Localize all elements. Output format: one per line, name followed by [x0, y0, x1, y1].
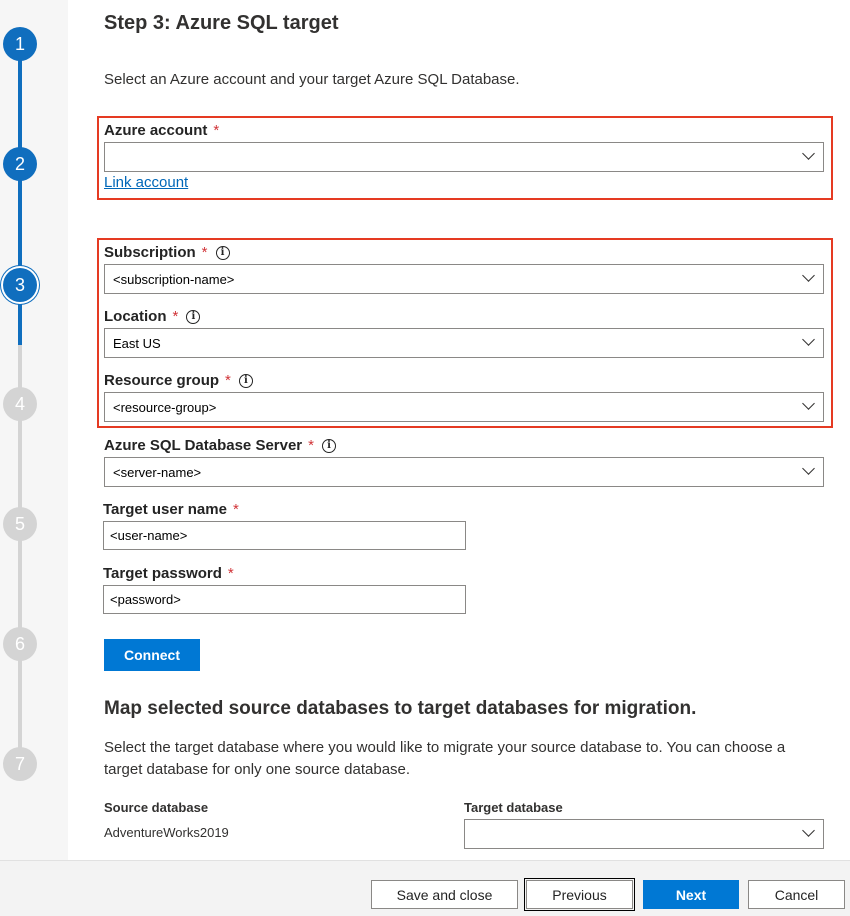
mapping-title: Map selected source databases to target databases for migration. — [104, 698, 697, 719]
link-account-link[interactable]: Link account — [104, 174, 189, 191]
page-description: Select an Azure account and your target Azure SQL Database. — [104, 71, 520, 88]
mapping-description-line2: target database for only one source database. — [104, 761, 411, 778]
save-and-close-button[interactable]: Save and close — [371, 880, 518, 909]
step-3[interactable]: 3 — [3, 268, 37, 302]
page-title: Step 3: Azure SQL target — [104, 12, 339, 34]
chevron-down-icon — [802, 824, 815, 837]
info-icon[interactable]: i — [322, 439, 336, 453]
wizard-footer — [0, 860, 850, 916]
step-1[interactable]: 1 — [3, 27, 37, 61]
server-label: Azure SQL Database Server * i — [104, 437, 336, 454]
previous-button[interactable]: Previous — [526, 880, 633, 909]
info-icon[interactable]: i — [239, 374, 253, 388]
chevron-down-icon — [802, 462, 815, 475]
info-icon[interactable]: i — [216, 246, 230, 260]
server-dropdown[interactable]: <server-name> — [104, 457, 824, 487]
next-button[interactable]: Next — [643, 880, 739, 909]
azure-account-label: Azure account * — [104, 122, 220, 139]
user-name-label: Target user name * — [103, 501, 239, 518]
target-database-dropdown[interactable] — [464, 819, 824, 849]
cancel-button[interactable]: Cancel — [748, 880, 845, 909]
highlight-box-account — [97, 116, 833, 200]
target-database-header: Target database — [464, 800, 563, 815]
subscription-label: Subscription * i — [104, 244, 230, 261]
wizard-stepper — [0, 0, 68, 860]
highlight-box-subscription-group — [97, 238, 833, 428]
step-2[interactable]: 2 — [3, 147, 37, 181]
step-4: 4 — [3, 387, 37, 421]
step-5: 5 — [3, 507, 37, 541]
step-6: 6 — [3, 627, 37, 661]
source-database-header: Source database — [104, 800, 209, 815]
subscription-dropdown[interactable]: <subscription-name> — [104, 264, 824, 294]
password-input[interactable]: <password> — [103, 585, 466, 614]
resource-group-dropdown[interactable]: <resource-group> — [104, 392, 824, 422]
resource-group-label: Resource group * i — [104, 372, 253, 389]
location-label: Location * i — [104, 308, 200, 325]
password-label: Target password * — [103, 565, 234, 582]
step-7: 7 — [3, 747, 37, 781]
connect-button[interactable]: Connect — [104, 639, 200, 671]
info-icon[interactable]: i — [186, 310, 200, 324]
source-database-value: AdventureWorks2019 — [104, 825, 229, 840]
mapping-description-line1: Select the target database where you would like to migrate your source database to. You can choose a — [104, 739, 786, 756]
location-dropdown[interactable]: East US — [104, 328, 824, 358]
user-name-input[interactable]: <user-name> — [103, 521, 466, 550]
